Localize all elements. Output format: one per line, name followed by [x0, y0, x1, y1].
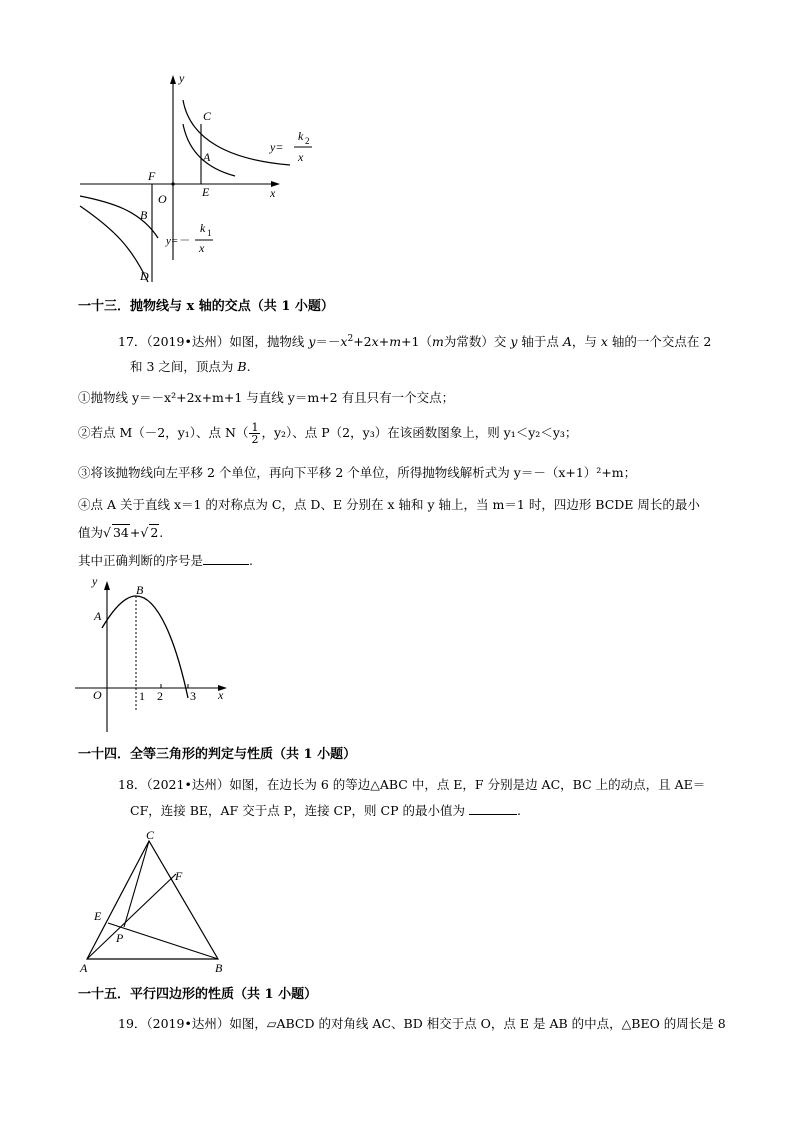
- fig1-k2-sub: 2: [305, 136, 310, 146]
- fig1-k1-lhs: y=－: [166, 235, 190, 247]
- fig3-B: B: [215, 961, 223, 975]
- fig2-t1: 1: [139, 689, 145, 703]
- fig1-O: O: [158, 192, 167, 206]
- q17-statement-3: ③将该抛物线向左平移 2 个单位，再向下平移 2 个单位，所得抛物线解析式为 y＝－（x+1）²+m；: [78, 465, 637, 480]
- fig1-k1-num: k: [200, 221, 206, 235]
- fig1-B: B: [140, 208, 148, 222]
- fig2-x: x: [218, 688, 224, 702]
- fig2-t2: 2: [157, 689, 163, 703]
- fig1-x: x: [270, 186, 276, 200]
- fig2-y: y: [92, 574, 98, 588]
- fig1-y: y: [179, 71, 185, 85]
- triangle-figure: [70, 825, 240, 977]
- q18-answer-blank[interactable]: [469, 802, 517, 815]
- q17-number: 17．（2019•达州）如图，抛物线: [118, 334, 309, 350]
- q17-statement-2: ②若点 M（－2，y₁）、点 N（ $\frac{1}{2}$ ，y₂）、点 P（2，y₃）在该函数图象上，则 y₁＜y₂＜y₃；: [78, 421, 578, 446]
- section-14-heading: 一十四．全等三角形的判定与性质（共 1 小题）: [78, 747, 357, 762]
- fig2-A: A: [94, 609, 102, 623]
- fig3-C: C: [146, 828, 155, 842]
- fig1-A: A: [203, 150, 211, 164]
- q19-line1: 19．（2019•达州）如图，▱ABCD 的对角线 AC、BD 相交于点 O，点 E 是 AB 的中点，△BEO 的周长是 8: [118, 1016, 726, 1031]
- q18-line1: 18．（2021•达州）如图，在边长为 6 的等边△ABC 中，点 E，F 分别是边 AC，BC 上的动点，且 AE＝: [118, 777, 706, 792]
- fig3-F: F: [175, 869, 183, 883]
- q17-statement-4b: 值为√ 34+√ 2.: [78, 525, 164, 540]
- fig1-k2-num: k: [298, 129, 304, 143]
- hyperbola-figure: [70, 70, 330, 290]
- q17-answer-line: 其中正确判断的序号是 .: [78, 553, 253, 568]
- q17-statement-1: ①抛物线 y＝－x²+2x+m+1 与直线 y＝m+2 有且只有一个交点；: [78, 390, 455, 405]
- q18-line2: CF，连接 BE，AF 交于点 P，连接 CP，则 CP 的最小值为 .: [130, 803, 521, 818]
- fig3-A: A: [80, 961, 88, 975]
- q17-answer-blank[interactable]: [203, 552, 249, 565]
- fig1-k2-lhs: y=: [270, 140, 284, 154]
- q17-line2: 和 3 之间，顶点为 B.: [130, 359, 251, 374]
- fig3-P: P: [116, 931, 124, 945]
- fig3-E: E: [94, 909, 102, 923]
- q17-statement-4: ④点 A 关于直线 x＝1 的对称点为 C，点 D、E 分别在 x 轴和 y 轴上，当 m＝1 时，四边形 BCDE 周长的最小: [78, 497, 700, 512]
- fig1-F: F: [148, 169, 156, 183]
- fig2-O: O: [93, 688, 102, 702]
- fig1-E: E: [202, 185, 210, 199]
- fig2-B: B: [136, 583, 144, 597]
- fig1-k1-sub: 1: [207, 228, 212, 238]
- fig1-k2-den: x: [298, 150, 304, 164]
- parabola-figure: [70, 572, 240, 737]
- section-13-heading: 一十三．抛物线与 x 轴的交点（共 1 小题）: [78, 299, 334, 314]
- fig2-t3: 3: [190, 689, 196, 703]
- q17-line1: 17．（2019•达州）如图，抛物线 $y=-x^2+2x+m+1(m$为常数）交 y 轴于点 A，与 x 轴的一个交点在 2: [118, 334, 712, 350]
- fig1-k1-den: x: [199, 241, 205, 255]
- fig1-D: D: [140, 269, 149, 283]
- section-15-heading: 一十五．平行四边形的性质（共 1 小题）: [78, 987, 318, 1002]
- fig1-C: C: [203, 109, 212, 123]
